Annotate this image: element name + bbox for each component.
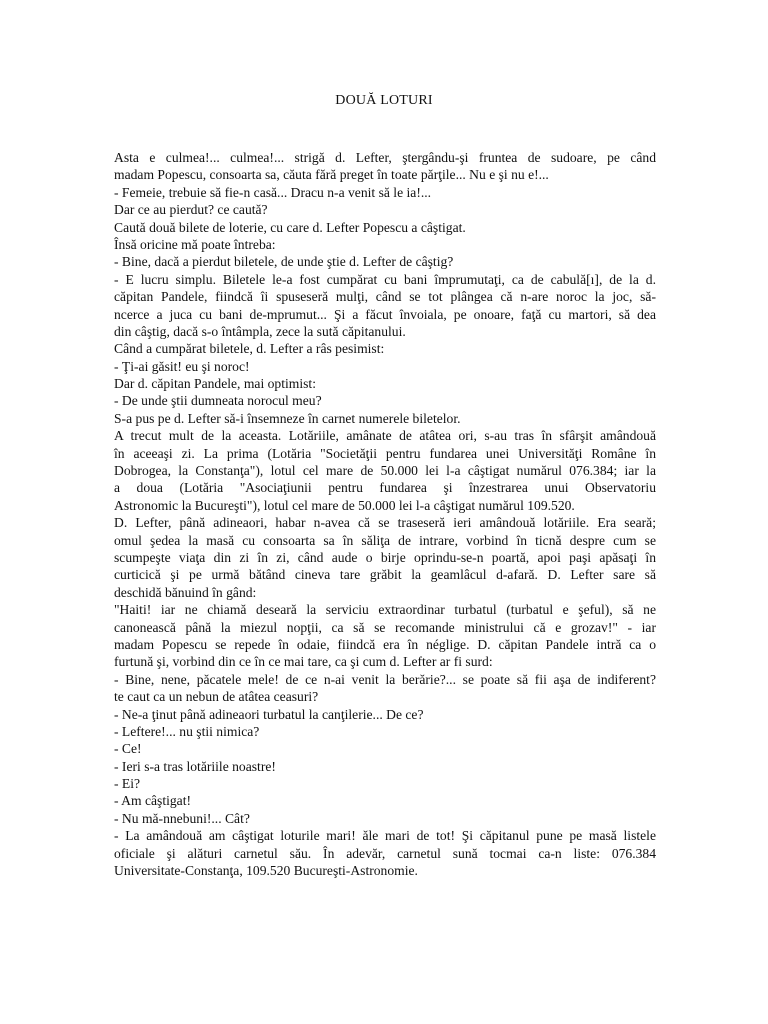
text-line: Astronomic la Bucureşti"), lotul cel mare de 50.000 lei l-a câştigat numărul 109.520. [114,497,575,513]
text-line: în aceeaşi zi. La prima (Lotăria "Societăţii pentru fundarea unei Universităţi Române în [114,445,656,461]
text-line: madam Popescu, consoarta sa, căuta fără preget în toate părţile... Nu e şi nu e!... [114,167,549,183]
text-line: oficiale şi alături carnetul său. În adevăr, carnetul sună tocmai ca-n liste: 076.384 [114,845,656,861]
text-line: omul şedea la masă cu consoarta sa în săliţa de intrare, vorbind în ticnă despre cum se [114,532,656,548]
text-line: - Bine, dacă a pierdut biletele, de unde ştie d. Lefter de câştig? [114,254,454,270]
text-line: - Ei? [114,776,141,792]
text-line: S-a pus pe d. Lefter să-i însemneze în carnet numerele biletelor. [114,410,461,426]
text-line: - Ieri s-a tras lotăriile noastre! [114,758,276,774]
text-line: - La amândouă am câştigat loturile mari! ăle mari de tot! Şi căpitanul pune pe masă listele [114,828,656,844]
text-line: furtună şi, vorbind din ce în ce mai tare, ca şi cum d. Lefter ar fi surd: [114,654,493,670]
text-line: Dobrogea, la Constanţa"), lotul cel mare de 50.000 lei l-a câştigat numărul 076.384; iar la [114,463,656,479]
text-line: curticică şi pe urmă bătând cineva tare grăbit la geamlâcul d-afară. D. Lefter sare să [114,567,656,583]
text-line: D. Lefter, până adineaori, habar n-avea că se traseseră ieri amândouă lotăriile. Era seară; [114,515,656,531]
text-line: a doua (Lotăria "Asociaţiunii pentru fundarea şi înzestrarea unui Observatoriu [114,480,656,496]
text-line: - Ne-a ţinut până adineaori turbatul la canţilerie... De ce? [114,706,424,722]
text-line: "Haiti! iar ne chiamă deseară la serviciu extraordinar turbatul (turbatul e şeful), să ne [114,602,656,618]
text-line: - Bine, nene, păcatele mele! de ce n-ai venit la berărie?... se poate să fii aşa de indiferent? [114,671,656,687]
text-line: scumpeşte viaţa din zi în zi, când aude o birje oprindu-se-n poartă, apoi paşi apăsaţi în [114,549,656,565]
text-line: Universitate-Constanţa, 109.520 Bucureşti-Astronomie. [114,863,418,879]
text-line: Însă oricine mă poate întreba: [114,236,276,252]
text-line: - Nu mă-nnebuni!... Cât? [114,810,250,826]
text-line: te caut ca un nebun de atâtea ceasuri? [114,689,319,705]
text-line: Caută două bilete de loterie, cu care d. Lefter Popescu a câştigat. [114,219,466,235]
text-line: Asta e culmea!... culmea!... strigă d. Lefter, ştergându-şi fruntea de sudoare, pe când [114,150,656,165]
text-line: canonească până la miezul nopţii, ca să se recomande ministrului că e grozav!" - iar [114,619,656,635]
text-line: Când a cumpărat biletele, d. Lefter a râs pesimist: [114,341,385,357]
text-line: ncerce a juca cu bani de-mprumut... Şi a făcut învoiala, pe onoare, faţă cu martori, să dea [114,306,656,322]
text-line: - Am câştigat! [114,793,192,809]
document-title: DOUĂ LOTURI [335,93,433,108]
text-line: deschidă bănuind în gând: [114,584,257,600]
text-line: din câştig, dacă s-o întâmpla, zece la sută căpitanului. [114,323,406,339]
text-line: Dar d. căpitan Pandele, mai optimist: [114,376,316,392]
text-line: căpitan Pandele, fiindcă îi spuseseră mulţi, când se tot plângea că n-are noroc la joc, să- [114,289,656,305]
text-line: - Leftere!... nu ştii nimica? [114,723,260,739]
document-body [114,149,656,879]
text-line: madam Popescu se repede în odaie, fiindcă era în néglige. D. căpitan Pandele intră ca o [114,636,656,652]
text-line: - Femeie, trebuie să fie-n casă... Dracu n-a venit să le ia!... [114,184,432,200]
text-line: - Ţi-ai găsit! eu şi noroc! [114,358,250,374]
text-line: - E lucru simplu. Biletele le-a fost cumpărat cu bani împrumutaţi, ca de cabulă[ı], de la d. [114,271,656,287]
text-line: A trecut mult de la aceasta. Lotăriile, amânate de atâtea ori, s-au tras în sfârşit amândouă [114,428,656,444]
text-line: - De unde ştii dumneata norocul meu? [114,393,322,409]
text-line: - Ce! [114,741,142,757]
text-line: Dar ce au pierdut? ce caută? [114,202,268,218]
